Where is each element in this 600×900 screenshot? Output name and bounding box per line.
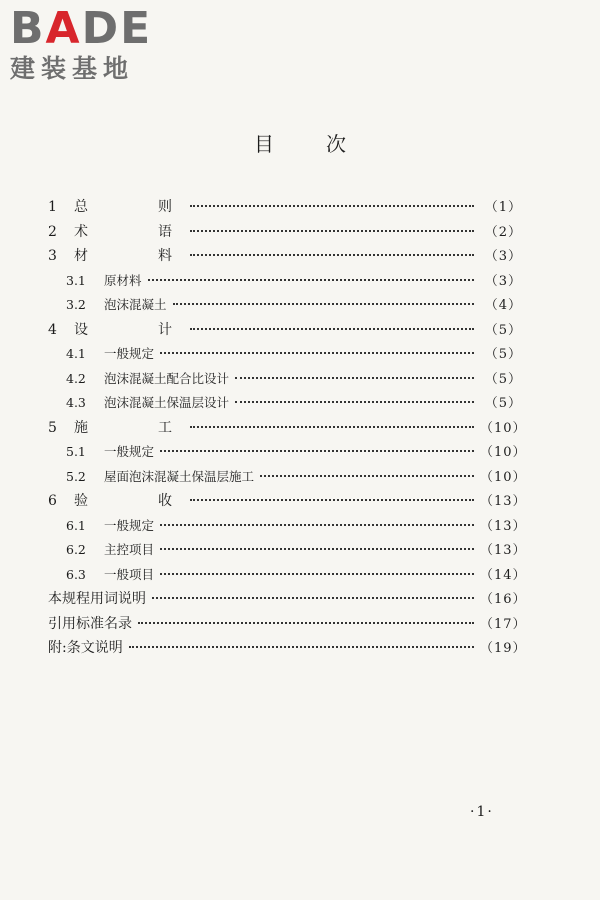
- toc-label: 原材料: [104, 272, 142, 288]
- toc-label: 一般项目: [104, 566, 155, 582]
- toc-number: 6.2: [66, 542, 86, 557]
- toc-leader-dots: [260, 475, 474, 477]
- page-number: ·1·: [470, 804, 494, 820]
- toc-label: 屋面泡沫混凝土保温层施工: [104, 468, 255, 484]
- toc-label: 泡沫混凝土: [104, 297, 167, 312]
- toc-label: 附:条文说明: [48, 640, 123, 656]
- toc-number: 5.1: [66, 444, 86, 459]
- toc-number: 2: [48, 223, 57, 240]
- toc-entry[interactable]: [48, 319, 522, 344]
- toc-page-number: （5）: [484, 322, 522, 338]
- toc-number: 5.2: [66, 468, 86, 484]
- toc-number: 6.3: [66, 566, 86, 582]
- toc-entry[interactable]: [48, 270, 522, 295]
- toc-entry[interactable]: [48, 539, 527, 564]
- toc-page-number: （10）: [480, 420, 527, 436]
- toc-leader-dots: [160, 573, 474, 575]
- toc-leader-dots: [190, 499, 474, 501]
- logo-subtitle: 建装基地: [10, 54, 135, 83]
- toc-entry[interactable]: [48, 637, 527, 662]
- toc-page-number: （13）: [480, 494, 527, 509]
- toc-leader-dots: [190, 230, 474, 232]
- toc-leader-dots: [160, 524, 474, 526]
- toc-page-number: （10）: [480, 445, 527, 460]
- toc-leader-dots: [190, 254, 474, 256]
- toc-number: 6: [48, 493, 57, 509]
- toc-label: 主控项目: [104, 542, 155, 557]
- toc-page-number: （14）: [480, 567, 527, 583]
- toc-leader-dots: [138, 622, 474, 624]
- toc-entry[interactable]: [48, 294, 522, 319]
- toc-entry[interactable]: [48, 490, 527, 515]
- logo-mark: [10, 3, 153, 54]
- toc-leader-dots: [235, 401, 474, 403]
- toc-page-number: （3）: [484, 249, 522, 264]
- table-of-contents: [48, 196, 527, 662]
- toc-page-number: （17）: [480, 616, 527, 632]
- toc-entry[interactable]: [48, 441, 527, 466]
- toc-leader-dots: [152, 597, 474, 599]
- toc-leader-dots: [160, 352, 474, 354]
- toc-label: 泡沫混凝土保温层设计: [104, 395, 230, 410]
- toc-entry[interactable]: [48, 515, 527, 540]
- toc-leader-dots: [235, 377, 474, 379]
- toc-page-number: （16）: [480, 592, 527, 607]
- toc-label: 总 则: [74, 199, 200, 215]
- logo-letter-accent: A: [45, 3, 82, 54]
- toc-page-number: （19）: [480, 641, 527, 656]
- toc-label: 一般规定: [104, 346, 155, 361]
- toc-entry[interactable]: [48, 613, 527, 638]
- toc-entry[interactable]: [48, 417, 527, 442]
- toc-leader-dots: [190, 328, 474, 330]
- toc-number: 4.1: [66, 346, 86, 361]
- page-title: 目次: [254, 132, 398, 156]
- toc-number: 3.2: [66, 297, 86, 312]
- toc-entry[interactable]: [48, 196, 522, 221]
- toc-label: 设 计: [74, 321, 200, 338]
- toc-entry[interactable]: [48, 368, 522, 393]
- logo-letter: B: [10, 3, 46, 54]
- bade-logo: [10, 3, 153, 84]
- toc-number: 5: [48, 419, 57, 436]
- toc-number: 3.1: [66, 272, 86, 288]
- toc-label: 引用标准名录: [48, 615, 132, 632]
- toc-number: 4.2: [66, 370, 86, 386]
- toc-number: 3: [48, 248, 57, 264]
- toc-entry[interactable]: [48, 221, 522, 246]
- toc-label: 施 工: [74, 419, 200, 436]
- toc-leader-dots: [160, 450, 474, 452]
- toc-label: 本规程用词说明: [48, 591, 146, 607]
- toc-number: 6.1: [66, 517, 86, 533]
- toc-page-number: （5）: [484, 371, 522, 387]
- toc-label: 一般规定: [104, 517, 155, 533]
- toc-number: 4: [48, 321, 57, 338]
- toc-page-number: （1）: [484, 200, 522, 215]
- toc-page-number: （13）: [480, 543, 527, 558]
- toc-page-number: （13）: [480, 518, 527, 534]
- toc-leader-dots: [148, 279, 474, 281]
- toc-leader-dots: [160, 548, 474, 550]
- toc-entry[interactable]: [48, 392, 522, 417]
- toc-entry[interactable]: [48, 245, 522, 270]
- toc-label: 术 语: [74, 223, 200, 240]
- logo-letter: DE: [81, 3, 153, 54]
- toc-label: 泡沫混凝土配合比设计: [104, 370, 230, 386]
- toc-number: 1: [48, 199, 57, 215]
- toc-entry[interactable]: [48, 564, 527, 589]
- toc-leader-dots: [129, 646, 474, 648]
- toc-number: 4.3: [66, 395, 86, 410]
- toc-entry[interactable]: [48, 588, 527, 613]
- toc-label: 验 收: [74, 493, 200, 509]
- toc-page-number: （4）: [484, 298, 522, 313]
- toc-page-number: （10）: [480, 469, 527, 485]
- toc-page-number: （2）: [484, 224, 522, 240]
- toc-entry[interactable]: [48, 466, 527, 491]
- toc-page-number: （3）: [484, 273, 522, 289]
- toc-page-number: （5）: [484, 396, 522, 411]
- toc-leader-dots: [173, 303, 474, 305]
- toc-page-number: （5）: [484, 347, 522, 362]
- toc-label: 一般规定: [104, 444, 155, 459]
- toc-leader-dots: [190, 205, 474, 207]
- toc-label: 材 料: [74, 248, 200, 264]
- toc-entry[interactable]: [48, 343, 522, 368]
- toc-leader-dots: [190, 426, 474, 428]
